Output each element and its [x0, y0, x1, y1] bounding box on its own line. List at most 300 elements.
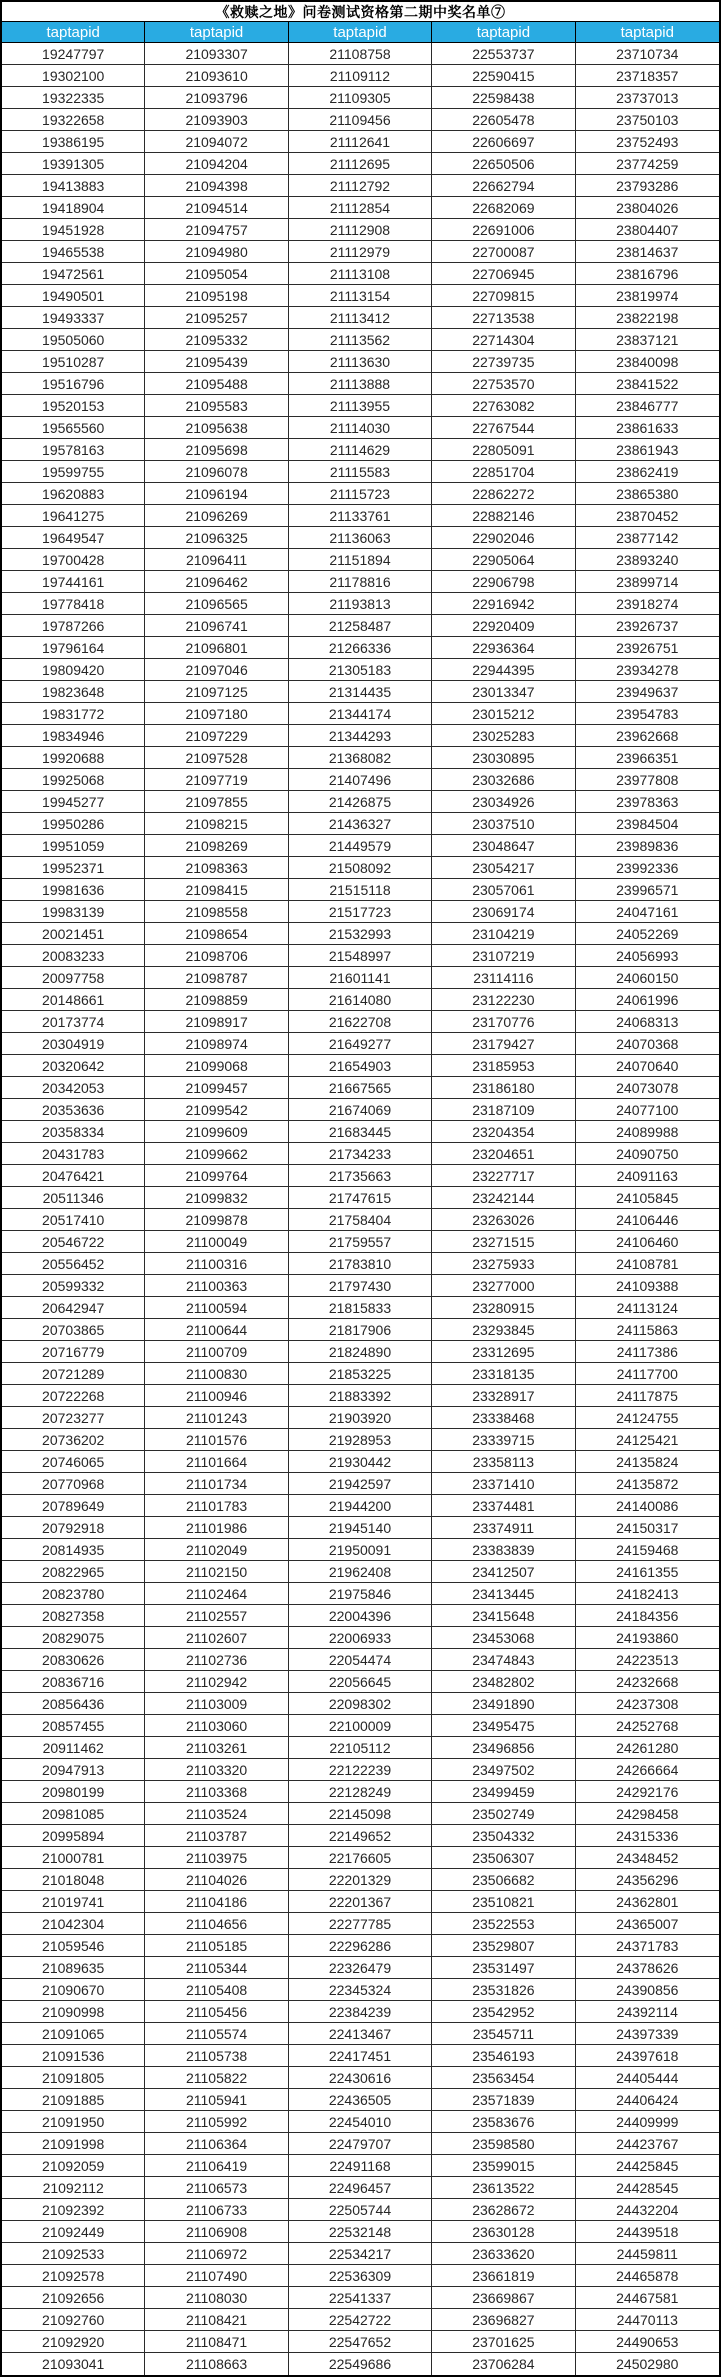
- table-cell: 24117700: [576, 1363, 719, 1385]
- table-cell: 21106972: [145, 2243, 288, 2265]
- table-cell: 22536309: [289, 2265, 432, 2287]
- table-cell: 21095698: [145, 439, 288, 461]
- table-cell: 24371783: [576, 1935, 719, 1957]
- table-cell: 23263026: [432, 1209, 575, 1231]
- table-cell: 21098859: [145, 989, 288, 1011]
- table-row: [2, 1033, 719, 1055]
- table-cell: 23185953: [432, 1055, 575, 1077]
- table-cell: 21092449: [2, 2221, 145, 2243]
- table-cell: 21508092: [289, 857, 432, 879]
- table-cell: 23496856: [432, 1737, 575, 1759]
- table-cell: 23774259: [576, 153, 719, 175]
- table-cell: 24298458: [576, 1803, 719, 1825]
- table-cell: 24089988: [576, 1121, 719, 1143]
- table-cell: 23989836: [576, 835, 719, 857]
- table-cell: 20716779: [2, 1341, 145, 1363]
- table-cell: 23934278: [576, 659, 719, 681]
- table-cell: 23015212: [432, 703, 575, 725]
- table-cell: 20358334: [2, 1121, 145, 1143]
- table-cell: 19391305: [2, 153, 145, 175]
- table-row: [2, 549, 719, 571]
- table-cell: 21104186: [145, 1891, 288, 1913]
- table-cell: 20021451: [2, 923, 145, 945]
- table-cell: 21096565: [145, 593, 288, 615]
- table-cell: 23107219: [432, 945, 575, 967]
- table-cell: 22590415: [432, 65, 575, 87]
- table-cell: 21097180: [145, 703, 288, 725]
- table-cell: 23529807: [432, 1935, 575, 1957]
- table-cell: 23899714: [576, 571, 719, 593]
- table-cell: 19472561: [2, 263, 145, 285]
- table-cell: 19950286: [2, 813, 145, 835]
- table-cell: 21532993: [289, 923, 432, 945]
- table-cell: 22706945: [432, 263, 575, 285]
- table-row: [2, 703, 719, 725]
- table-cell: 20995894: [2, 1825, 145, 1847]
- table-row: [2, 769, 719, 791]
- table-cell: 23227717: [432, 1165, 575, 1187]
- table-cell: 21105456: [145, 2001, 288, 2023]
- table-cell: 21094980: [145, 241, 288, 263]
- table-cell: 22436505: [289, 2089, 432, 2111]
- table-cell: 20320642: [2, 1055, 145, 1077]
- table-cell: 22100009: [289, 1715, 432, 1737]
- table-cell: 19649547: [2, 527, 145, 549]
- table-row: [2, 1627, 719, 1649]
- table-cell: 24223513: [576, 1649, 719, 1671]
- table-cell: 19809420: [2, 659, 145, 681]
- table-cell: 21091065: [2, 2023, 145, 2045]
- table-cell: 21114629: [289, 439, 432, 461]
- table-cell: 24405444: [576, 2067, 719, 2089]
- table-cell: 21944200: [289, 1495, 432, 1517]
- table-cell: 23506307: [432, 1847, 575, 1869]
- table-row: [2, 1803, 719, 1825]
- table-row: [2, 1935, 719, 1957]
- table-row: [2, 285, 719, 307]
- table-cell: 22714304: [432, 329, 575, 351]
- table-cell: 21095488: [145, 373, 288, 395]
- table-cell: 21102049: [145, 1539, 288, 1561]
- table-row: [2, 989, 719, 1011]
- table-cell: 23054217: [432, 857, 575, 879]
- table-cell: 23506682: [432, 1869, 575, 1891]
- table-cell: 21102150: [145, 1561, 288, 1583]
- table-row: [2, 2177, 719, 2199]
- table-row: [2, 1957, 719, 1979]
- table-row: [2, 1297, 719, 1319]
- table-cell: 24348452: [576, 1847, 719, 1869]
- table-cell: 21106364: [145, 2133, 288, 2155]
- table-row: [2, 2265, 719, 2287]
- table-cell: 21759557: [289, 1231, 432, 1253]
- table-cell: 21097855: [145, 791, 288, 813]
- table-row: [2, 1561, 719, 1583]
- table-cell: 23069174: [432, 901, 575, 923]
- table-cell: 20721289: [2, 1363, 145, 1385]
- table-cell: 21098269: [145, 835, 288, 857]
- table-cell: 24117386: [576, 1341, 719, 1363]
- table-cell: 22709815: [432, 285, 575, 307]
- table-row: [2, 1385, 719, 1407]
- table-cell: 21097719: [145, 769, 288, 791]
- table-cell: 21102464: [145, 1583, 288, 1605]
- table-cell: 21101664: [145, 1451, 288, 1473]
- table-cell: 19641275: [2, 505, 145, 527]
- table-cell: 23613522: [432, 2177, 575, 2199]
- table-cell: 24397618: [576, 2045, 719, 2067]
- table-cell: 19493337: [2, 307, 145, 329]
- table-cell: 21101783: [145, 1495, 288, 1517]
- table-row: [2, 1209, 719, 1231]
- table-cell: 20746065: [2, 1451, 145, 1473]
- table-cell: 24425845: [576, 2155, 719, 2177]
- table-cell: 21095054: [145, 263, 288, 285]
- table-cell: 24073078: [576, 1077, 719, 1099]
- table-cell: 23865380: [576, 483, 719, 505]
- table-cell: 24193860: [576, 1627, 719, 1649]
- table-cell: 20431783: [2, 1143, 145, 1165]
- table-cell: 23718357: [576, 65, 719, 87]
- table-cell: 24140086: [576, 1495, 719, 1517]
- table-cell: 22906798: [432, 571, 575, 593]
- table-row: [2, 1121, 719, 1143]
- table-row: [2, 1649, 719, 1671]
- table-cell: 21266336: [289, 637, 432, 659]
- table-cell: 21193813: [289, 593, 432, 615]
- table-row: [2, 879, 719, 901]
- table-cell: 21100830: [145, 1363, 288, 1385]
- table-cell: 23598580: [432, 2133, 575, 2155]
- table-cell: 21097125: [145, 681, 288, 703]
- table-cell: 23954783: [576, 703, 719, 725]
- table-cell: 21096269: [145, 505, 288, 527]
- table-cell: 21975846: [289, 1583, 432, 1605]
- table-cell: 21091998: [2, 2133, 145, 2155]
- table-cell: 19823648: [2, 681, 145, 703]
- table-cell: 22650506: [432, 153, 575, 175]
- table-cell: 22916942: [432, 593, 575, 615]
- table-cell: 23371410: [432, 1473, 575, 1495]
- table-row: [2, 1737, 719, 1759]
- table-row: [2, 461, 719, 483]
- table-cell: 20829075: [2, 1627, 145, 1649]
- table-cell: 21108471: [145, 2331, 288, 2353]
- table-cell: 23793286: [576, 175, 719, 197]
- table-cell: 19386195: [2, 131, 145, 153]
- table-cell: 20857455: [2, 1715, 145, 1737]
- table-cell: 21108663: [145, 2353, 288, 2375]
- table-cell: 23032686: [432, 769, 575, 791]
- table-row: [2, 417, 719, 439]
- table-cell: 19322335: [2, 87, 145, 109]
- table-cell: 23804407: [576, 219, 719, 241]
- table-cell: 20770968: [2, 1473, 145, 1495]
- table-cell: 21092059: [2, 2155, 145, 2177]
- table-cell: 23186180: [432, 1077, 575, 1099]
- table-row: [2, 813, 719, 835]
- table-cell: 21674069: [289, 1099, 432, 1121]
- table-cell: 21113154: [289, 285, 432, 307]
- table-cell: 19413883: [2, 175, 145, 197]
- table-row: [2, 1539, 719, 1561]
- table-row: [2, 1473, 719, 1495]
- table-cell: 24124755: [576, 1407, 719, 1429]
- table-cell: 24362801: [576, 1891, 719, 1913]
- table-cell: 19505060: [2, 329, 145, 351]
- table-cell: 19247797: [2, 43, 145, 65]
- table-row: [2, 1363, 719, 1385]
- table-cell: 20083233: [2, 945, 145, 967]
- table-cell: 24070368: [576, 1033, 719, 1055]
- table-cell: 22345324: [289, 1979, 432, 2001]
- table-cell: 21092656: [2, 2287, 145, 2309]
- table-cell: 22326479: [289, 1957, 432, 1979]
- table-row: [2, 373, 719, 395]
- table-row: [2, 87, 719, 109]
- table-cell: 24150317: [576, 1517, 719, 1539]
- table-cell: 21100709: [145, 1341, 288, 1363]
- table-cell: 24106446: [576, 1209, 719, 1231]
- table-cell: 23926737: [576, 615, 719, 637]
- table-cell: 21100363: [145, 1275, 288, 1297]
- table-cell: 22700087: [432, 241, 575, 263]
- table-cell: 21102736: [145, 1649, 288, 1671]
- column-header-taptapid-2: taptapid: [145, 22, 288, 43]
- table-cell: 20830626: [2, 1649, 145, 1671]
- table-body: [2, 43, 719, 2375]
- table-cell: 21095583: [145, 395, 288, 417]
- table-cell: 21000781: [2, 1847, 145, 1869]
- table-cell: 21092920: [2, 2331, 145, 2353]
- table-row: [2, 43, 719, 65]
- table-cell: 24060150: [576, 967, 719, 989]
- table-cell: 22763082: [432, 395, 575, 417]
- table-cell: 21093796: [145, 87, 288, 109]
- table-cell: 24184356: [576, 1605, 719, 1627]
- table-cell: 21449579: [289, 835, 432, 857]
- table-row: [2, 2023, 719, 2045]
- table-cell: 21101576: [145, 1429, 288, 1451]
- table-cell: 20476421: [2, 1165, 145, 1187]
- table-cell: 21092112: [2, 2177, 145, 2199]
- table-cell: 21113955: [289, 395, 432, 417]
- table-row: [2, 791, 719, 813]
- table-row: [2, 439, 719, 461]
- table-cell: 24091163: [576, 1165, 719, 1187]
- table-cell: 19920688: [2, 747, 145, 769]
- table-cell: 19510287: [2, 351, 145, 373]
- table-cell: 20823780: [2, 1583, 145, 1605]
- table-cell: 21735663: [289, 1165, 432, 1187]
- table-cell: 24432204: [576, 2199, 719, 2221]
- table-cell: 21093041: [2, 2353, 145, 2375]
- table-cell: 21667565: [289, 1077, 432, 1099]
- table-cell: 23862419: [576, 461, 719, 483]
- table-cell: 23013347: [432, 681, 575, 703]
- table-cell: 21094757: [145, 219, 288, 241]
- table-cell: 23491890: [432, 1693, 575, 1715]
- table-cell: 24182413: [576, 1583, 719, 1605]
- table-cell: 23966351: [576, 747, 719, 769]
- table-cell: 21950091: [289, 1539, 432, 1561]
- table-cell: 23996571: [576, 879, 719, 901]
- table-cell: 21105992: [145, 2111, 288, 2133]
- table-cell: 20511346: [2, 1187, 145, 1209]
- table-row: [2, 1055, 719, 1077]
- table-row: [2, 65, 719, 87]
- table-row: [2, 1407, 719, 1429]
- table-cell: 23706284: [432, 2353, 575, 2375]
- table-cell: 21096325: [145, 527, 288, 549]
- table-cell: 23546193: [432, 2045, 575, 2067]
- table-cell: 19952371: [2, 857, 145, 879]
- table-row: [2, 1495, 719, 1517]
- table-cell: 21042304: [2, 1913, 145, 1935]
- table-cell: 21103261: [145, 1737, 288, 1759]
- table-cell: 21096078: [145, 461, 288, 483]
- table-cell: 23877142: [576, 527, 719, 549]
- table-cell: 21103060: [145, 1715, 288, 1737]
- table-cell: 23545711: [432, 2023, 575, 2045]
- table-cell: 24117875: [576, 1385, 719, 1407]
- table-cell: 21096411: [145, 549, 288, 571]
- table-cell: 21747615: [289, 1187, 432, 1209]
- table-cell: 20556452: [2, 1253, 145, 1275]
- table-cell: 19787266: [2, 615, 145, 637]
- table-cell: 19490501: [2, 285, 145, 307]
- table-cell: 23870452: [576, 505, 719, 527]
- table-cell: 21113630: [289, 351, 432, 373]
- table-cell: 21092392: [2, 2199, 145, 2221]
- table-cell: 23242144: [432, 1187, 575, 1209]
- table-row: [2, 2111, 719, 2133]
- table-row: [2, 2155, 719, 2177]
- table-row: [2, 1429, 719, 1451]
- table-cell: 23630128: [432, 2221, 575, 2243]
- table-cell: 23025283: [432, 725, 575, 747]
- table-cell: 23474843: [432, 1649, 575, 1671]
- table-cell: 21094072: [145, 131, 288, 153]
- table-cell: 21115723: [289, 483, 432, 505]
- table-cell: 21426875: [289, 791, 432, 813]
- table-row: [2, 1187, 719, 1209]
- table-cell: 21783810: [289, 1253, 432, 1275]
- page-title: 《救赎之地》问卷测试资格第二期中奖名单⑦: [2, 2, 719, 22]
- table-cell: 24159468: [576, 1539, 719, 1561]
- table-cell: 21102942: [145, 1671, 288, 1693]
- table-cell: 23412507: [432, 1561, 575, 1583]
- table-cell: 21095332: [145, 329, 288, 351]
- table-cell: 21105185: [145, 1935, 288, 1957]
- table-cell: 22598438: [432, 87, 575, 109]
- table-cell: 23037510: [432, 813, 575, 835]
- table-cell: 24292176: [576, 1781, 719, 1803]
- table-cell: 21102607: [145, 1627, 288, 1649]
- table-cell: 21100946: [145, 1385, 288, 1407]
- table-cell: 20856436: [2, 1693, 145, 1715]
- table-cell: 24061996: [576, 989, 719, 1011]
- table-cell: 23822198: [576, 307, 719, 329]
- table-cell: 21305183: [289, 659, 432, 681]
- table-cell: 23030895: [432, 747, 575, 769]
- table-cell: 23510821: [432, 1891, 575, 1913]
- table-cell: 21601141: [289, 967, 432, 989]
- table-cell: 23374911: [432, 1517, 575, 1539]
- table-cell: 20546722: [2, 1231, 145, 1253]
- table-cell: 23277000: [432, 1275, 575, 1297]
- table-cell: 21095638: [145, 417, 288, 439]
- table-cell: 23962668: [576, 725, 719, 747]
- table-cell: 23978363: [576, 791, 719, 813]
- table-cell: 21683445: [289, 1121, 432, 1143]
- table-cell: 19834946: [2, 725, 145, 747]
- table-cell: 21883392: [289, 1385, 432, 1407]
- table-cell: 21099832: [145, 1187, 288, 1209]
- table-cell: 21113412: [289, 307, 432, 329]
- table-cell: 23034926: [432, 791, 575, 813]
- table-cell: 23992336: [576, 857, 719, 879]
- table-row: [2, 1715, 719, 1737]
- table-cell: 24423767: [576, 2133, 719, 2155]
- table-cell: 21151894: [289, 549, 432, 571]
- table-cell: 22682069: [432, 197, 575, 219]
- table-cell: 19925068: [2, 769, 145, 791]
- table-cell: 19951059: [2, 835, 145, 857]
- table-cell: 24105845: [576, 1187, 719, 1209]
- table-row: [2, 637, 719, 659]
- table-cell: 21103787: [145, 1825, 288, 1847]
- table-cell: 21098215: [145, 813, 288, 835]
- table-cell: 23918274: [576, 593, 719, 615]
- table-cell: 20599332: [2, 1275, 145, 1297]
- table-cell: 23926751: [576, 637, 719, 659]
- table-cell: 19831772: [2, 703, 145, 725]
- table-cell: 23949637: [576, 681, 719, 703]
- table-cell: 21112792: [289, 175, 432, 197]
- table-cell: 22851704: [432, 461, 575, 483]
- table-row: [2, 1869, 719, 1891]
- table-cell: 21099764: [145, 1165, 288, 1187]
- table-cell: 23339715: [432, 1429, 575, 1451]
- table-cell: 21903920: [289, 1407, 432, 1429]
- table-row: [2, 1077, 719, 1099]
- table-cell: 21654903: [289, 1055, 432, 1077]
- table-cell: 24047161: [576, 901, 719, 923]
- table-cell: 23841522: [576, 373, 719, 395]
- table-cell: 21517723: [289, 901, 432, 923]
- table-cell: 21097528: [145, 747, 288, 769]
- table-cell: 23057061: [432, 879, 575, 901]
- table-row: [2, 659, 719, 681]
- table-cell: 23497502: [432, 1759, 575, 1781]
- table-cell: 22149652: [289, 1825, 432, 1847]
- table-cell: 21649277: [289, 1033, 432, 1055]
- table-cell: 19465538: [2, 241, 145, 263]
- table-cell: 21098558: [145, 901, 288, 923]
- table-cell: 24108781: [576, 1253, 719, 1275]
- table-cell: 21019741: [2, 1891, 145, 1913]
- table-cell: 23293845: [432, 1319, 575, 1341]
- table-cell: 21098787: [145, 967, 288, 989]
- table-cell: 23750103: [576, 109, 719, 131]
- table-cell: 20792918: [2, 1517, 145, 1539]
- table-row: [2, 1253, 719, 1275]
- table-cell: 21100644: [145, 1319, 288, 1341]
- table-cell: 21091950: [2, 2111, 145, 2133]
- table-cell: 22413467: [289, 2023, 432, 2045]
- table-cell: 24465878: [576, 2265, 719, 2287]
